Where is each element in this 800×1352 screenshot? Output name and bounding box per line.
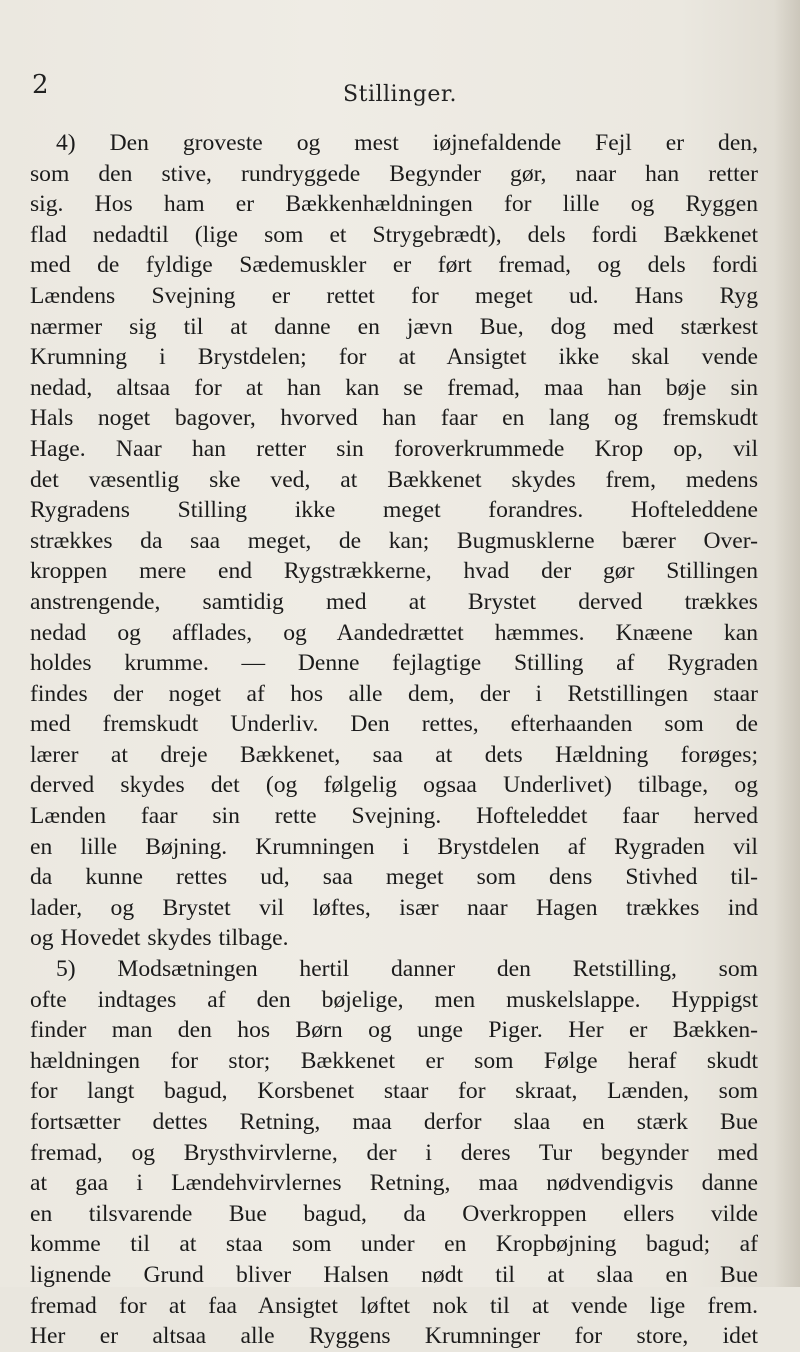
text-line: finder man den hos Børn og unge Piger. Her er Bækken-: [30, 1017, 758, 1044]
text-line: fremad for at faa Ansigtet løftet nok til at vende lige frem.: [30, 1292, 758, 1319]
text-line: en lille Bøjning. Krumningen i Brystdelen af Rygraden vil: [30, 833, 758, 860]
text-line: lader, og Brystet vil løftes, især naar Hagen trækkes ind: [30, 894, 758, 921]
text-line: det væsentlig ske ved, at Bækkenet skydes frem, medens: [30, 466, 758, 493]
text-line: Hage. Naar han retter sin foroverkrummede Krop op, vil: [30, 435, 758, 462]
text-line: en tilsvarende Bue bagud, da Overkroppen ellers vilde: [30, 1200, 758, 1227]
text-line: 5) Modsætningen hertil danner den Retstilling, som: [56, 956, 758, 983]
text-line: derved skydes det (og følgelig ogsaa Underlivet) tilbage, og: [30, 772, 758, 799]
text-line: hældningen for stor; Bækkenet er som Følge heraf skudt: [30, 1047, 758, 1074]
text-line: fortsætter dettes Retning, maa derfor slaa en stærk Bue: [30, 1109, 758, 1135]
text-line: ofte indtages af den bøjelige, men muskelslappe. Hyppigst: [30, 986, 758, 1013]
text-line: kroppen mere end Rygstrækkerne, hvad der gør Stillingen: [30, 558, 758, 585]
text-line: nedad, altsaa for at han kan se fremad, maa han bøje sin: [30, 374, 758, 401]
text-line: Her er altsaa alle Ryggens Krumninger for store, idet: [30, 1323, 758, 1350]
text-line: som den stive, rundryggede Begynder gør, naar han retter: [30, 160, 758, 187]
text-line: 4) Den groveste og mest iøjnefaldende Fejl er den,: [56, 130, 758, 156]
text-line: anstrengende, samtidig med at Brystet derved trækkes: [30, 588, 758, 615]
text-line: flad nedadtil (lige som et Strygebrædt), dels fordi Bækkenet: [30, 221, 758, 248]
text-line: med fremskudt Underliv. Den rettes, efterhaanden som de: [30, 711, 758, 738]
text-line: lignende Grund bliver Halsen nødt til at slaa en Bue: [30, 1261, 758, 1288]
text-line: nærmer sig til at danne en jævn Bue, dog med stærkest: [30, 313, 758, 340]
paragraph-5: [30, 954, 758, 1352]
text-line: strækkes da saa meget, de kan; Bugmusklerne bærer Over-: [30, 527, 758, 554]
page-edge-shadow: [774, 0, 800, 1287]
text-line: da kunne rettes ud, saa meget som dens Stivhed til-: [30, 864, 758, 891]
text-line: nedad og afflades, og Aandedrættet hæmmes. Knæene kan: [30, 619, 758, 646]
text-line: komme til at staa som under en Kropbøjning bagud; af: [30, 1231, 758, 1258]
text-line: lærer at dreje Bækkenet, saa at dets Hældning forøges;: [30, 741, 758, 768]
text-line: at gaa i Lændehvirvlernes Retning, maa nødvendigvis danne: [30, 1170, 758, 1197]
text-line: Lændens Svejning er rettet for meget ud. Hans Ryg: [30, 282, 758, 309]
text-line: findes der noget af hos alle dem, der i Retstillingen staar: [30, 680, 758, 707]
page-number: 2: [32, 70, 49, 100]
text-line: Krumning i Brystdelen; for at Ansigtet ikke skal vende: [30, 344, 758, 371]
text-line: Hals noget bagover, hvorved han faar en lang og fremskudt: [30, 405, 758, 432]
body-text: [30, 128, 758, 1352]
text-line: fremad, og Brysthvirvlerne, der i deres Tur begynder med: [30, 1139, 758, 1166]
text-line: for langt bagud, Korsbenet staar for skraat, Lænden, som: [30, 1078, 758, 1105]
text-line: holdes krumme. — Denne fejlagtige Stilling af Rygraden: [30, 650, 758, 677]
paragraph-4: [30, 128, 758, 954]
text-line: Rygradens Stilling ikke meget forandres. Hofteleddene: [30, 497, 758, 524]
text-line: og Hovedet skydes tilbage.: [30, 925, 289, 952]
text-line: Lænden faar sin rette Svejning. Hofteleddet faar herved: [30, 803, 758, 830]
text-line: sig. Hos ham er Bækkenhældningen for lille og Ryggen: [30, 191, 758, 218]
running-head: Stillinger.: [343, 82, 457, 107]
text-line: med de fyldige Sædemuskler er ført fremad, og dels fordi: [30, 252, 758, 279]
